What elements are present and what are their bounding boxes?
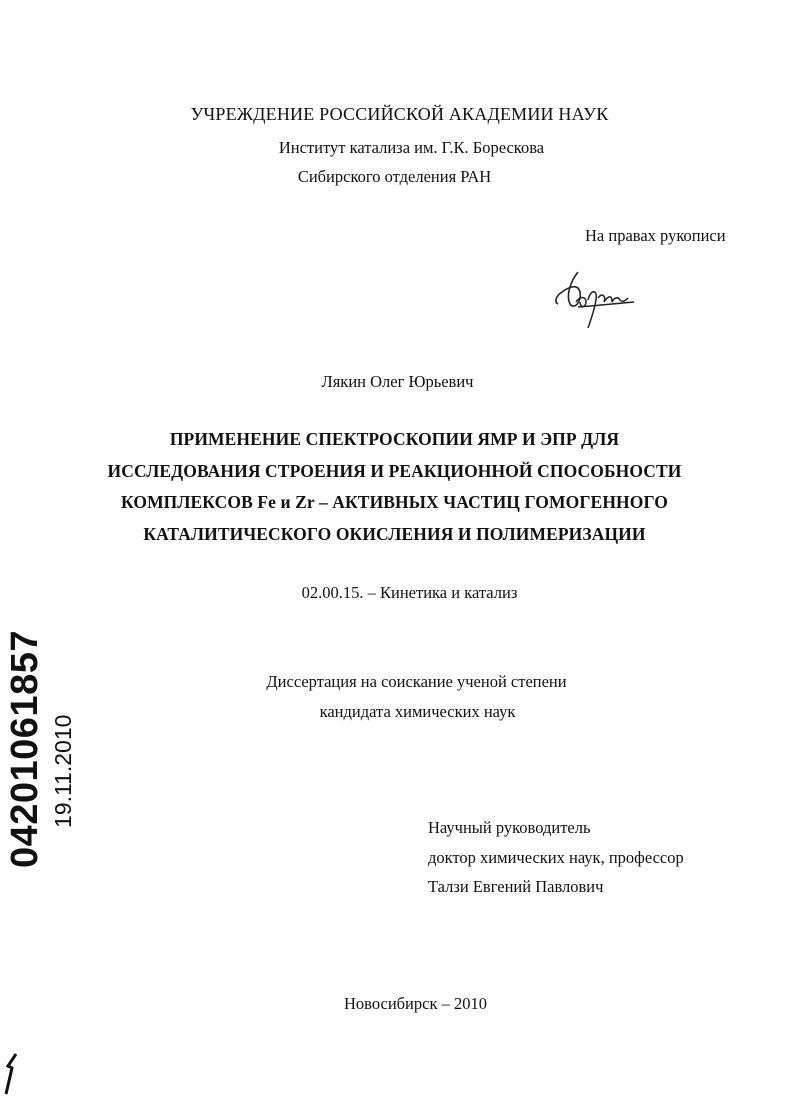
manuscript-note: На правах рукописи [585,226,726,245]
margin-mark [0,1052,24,1096]
supervisor-label: Научный руководитель [428,818,591,837]
organization-name: УЧРЕЖДЕНИЕ РОССИЙСКОЙ АКАДЕМИИ НАУК [190,104,609,124]
branch-name: Сибирского отделения РАН [297,167,492,186]
title-line-3: КОМПЛЕКСОВ Fe и Zr – АКТИВНЫХ ЧАСТИЦ ГОМОГЕННОГО [121,492,668,512]
title-line-1: ПРИМЕНЕНИЕ СПЕКТРОСКОПИИ ЯМР И ЭПР ДЛЯ [169,429,620,449]
supervisor-name: Талзи Евгений Павлович [428,877,604,896]
place-year: Новосибирск – 2010 [344,994,487,1013]
specialty: 02.00.15. – Кинетика и катализ [301,583,518,602]
title-line-2: ИССЛЕДОВАНИЯ СТРОЕНИЯ И РЕАКЦИОННОЙ СПОСОБНОСТИ [107,461,682,481]
supervisor-degree: доктор химических наук, профессор [428,848,684,867]
author-name: Лякин Олег Юрьевич [321,372,474,391]
institute-name: Институт катализа им. Г.К. Борескова [278,138,545,157]
degree-line-1: Диссертация на соискание ученой степени [266,672,567,691]
degree-line-2: кандидата химических наук [319,702,516,721]
title-line-4: КАТАЛИТИЧЕСКОГО ОКИСЛЕНИЯ И ПОЛИМЕРИЗАЦИИ [143,524,646,544]
signature-image [548,262,638,332]
